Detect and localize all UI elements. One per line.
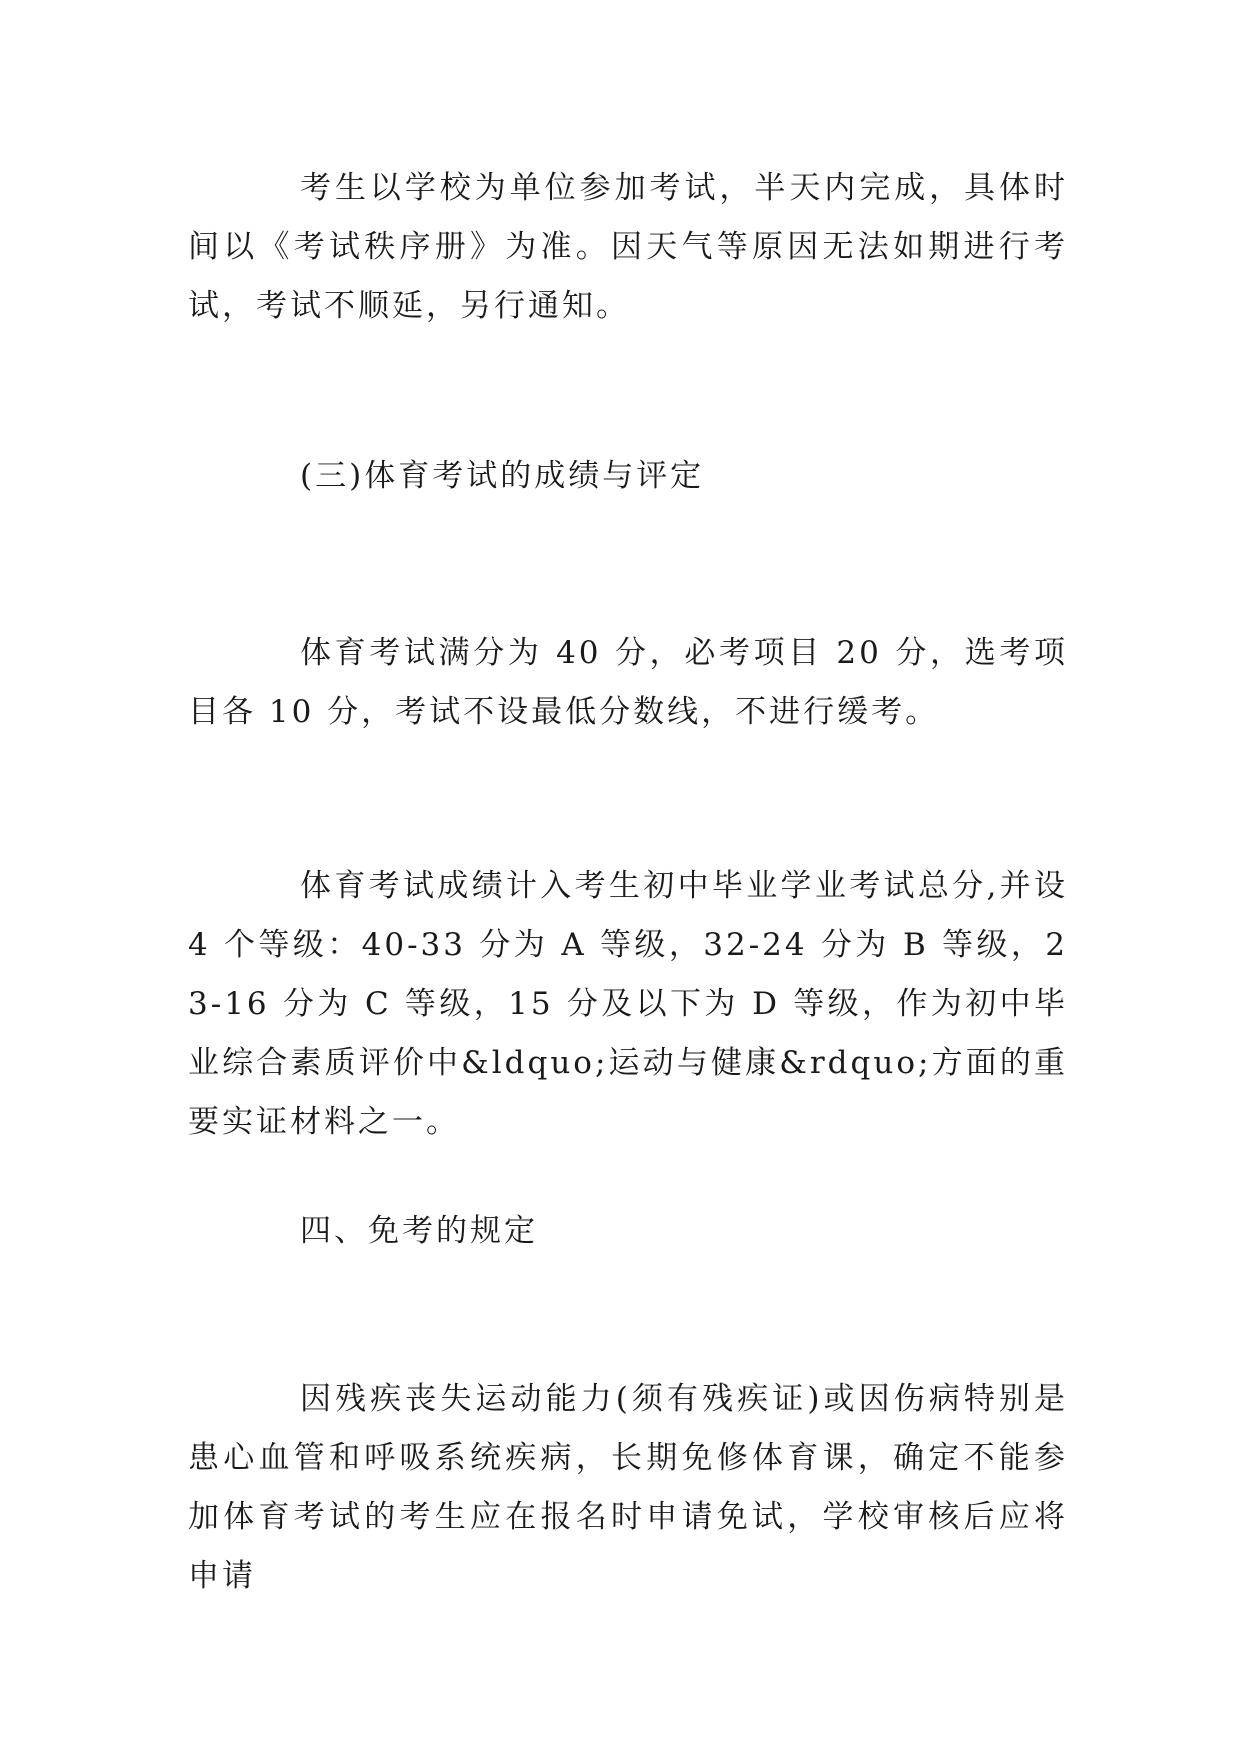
- paragraph-exam-schedule: 考生以学校为单位参加考试，半天内完成，具体时间以《考试秩序册》为准。因天气等原因无法如期进行考试，考试不顺延，另行通知。: [188, 170, 1068, 324]
- section-heading-exemption: 四、免考的规定: [300, 1213, 538, 1249]
- paragraph-full-marks: 体育考试满分为 40 分，必考项目 20 分，选考项目各 10 分，考试不设最低分数线，不进行缓考。: [188, 635, 1068, 730]
- paragraph-grade-levels: 体育考试成绩计入考生初中毕业学业考试总分,并设 4 个等级：40-33 分为 A 等级，32-24 分为 B 等级，23-16 分为 C 等级，15 分及以下为 D 等级，作为初中毕业综合素质评价中&ldquo;运动与健康&rdquo;方面的重要实证材料之一。: [188, 868, 1068, 1140]
- section-heading-scores: (三)体育考试的成绩与评定: [300, 458, 705, 494]
- paragraph-exemption-rules: 因残疾丧失运动能力(须有残疾证)或因伤病特别是患心血管和呼吸系统疾病，长期免修体育课，确定不能参加体育考试的考生应在报名时申请免试，学校审核后应将申请: [188, 1381, 1068, 1594]
